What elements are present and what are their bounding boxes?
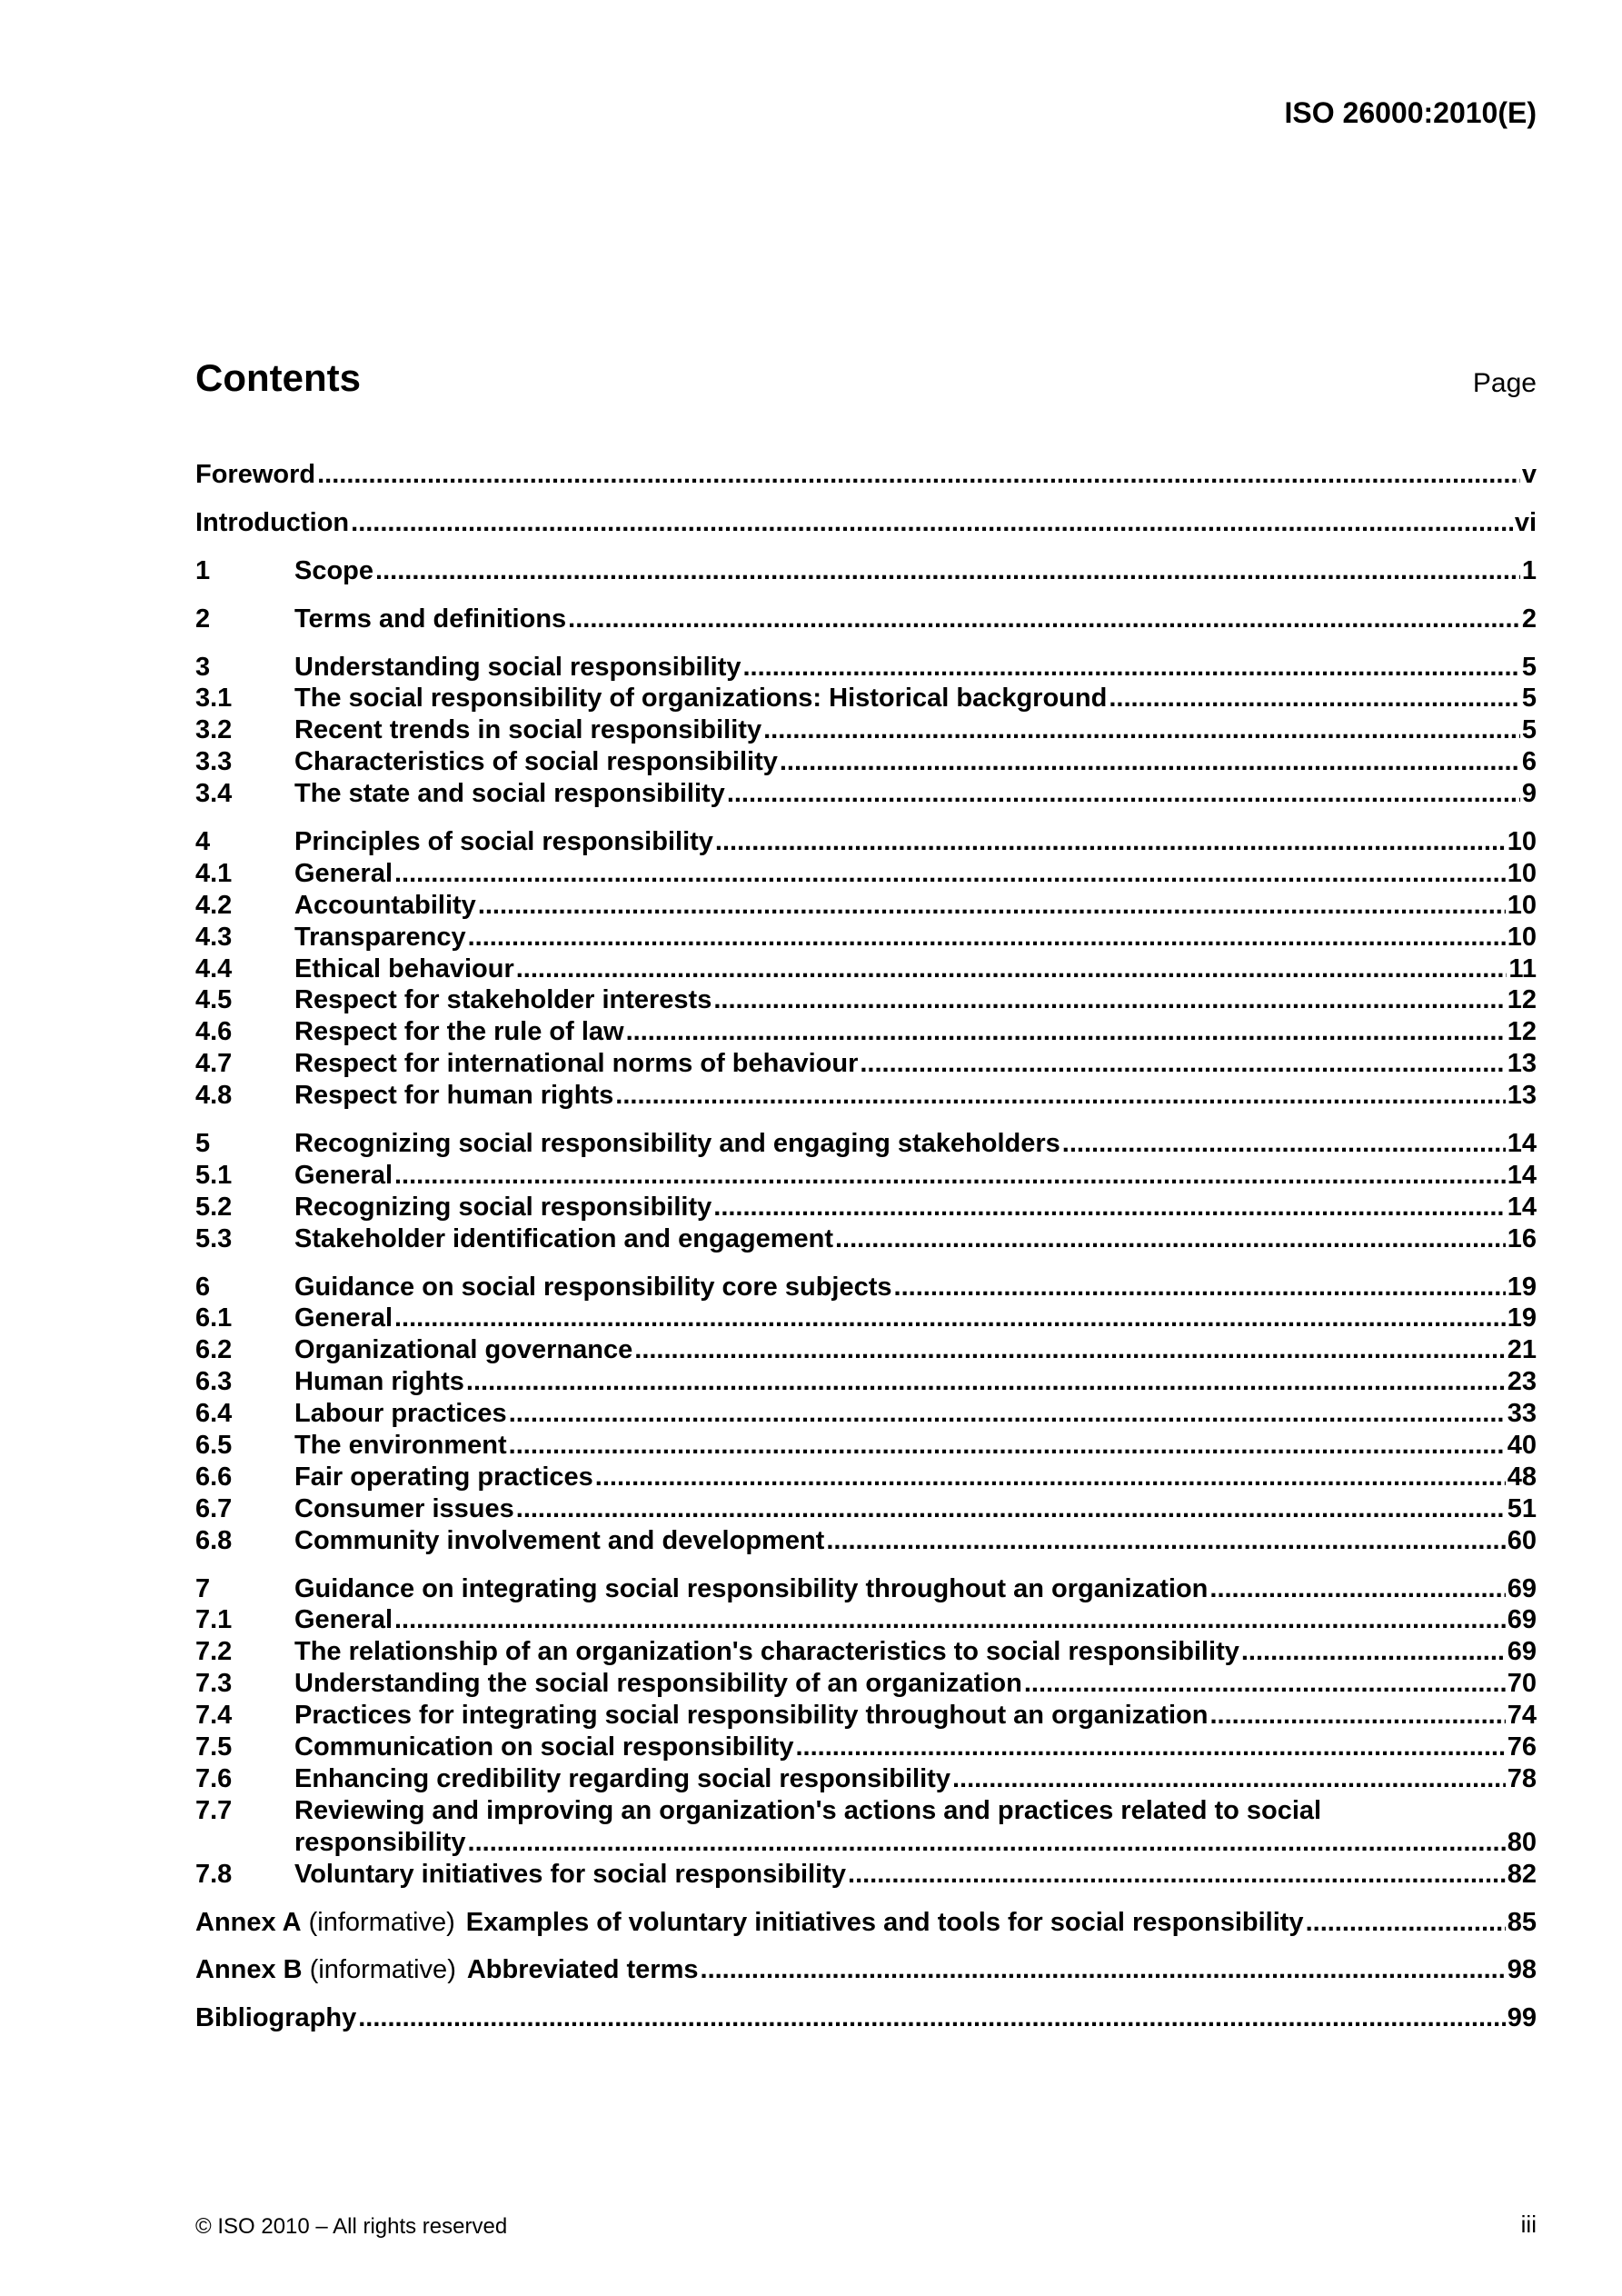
toc-entry-number: 4 — [195, 827, 211, 856]
toc-entry-page: 10 — [1507, 922, 1537, 952]
toc-entry-1[interactable] — [195, 555, 1537, 587]
toc-entry-title: Voluntary initiatives for social responsibility — [294, 1859, 847, 1889]
dot-leader — [701, 1954, 1506, 1986]
annex-kind-text: (informative) — [308, 1907, 455, 1937]
toc-entry-title: Communication on social responsibility — [294, 1732, 794, 1762]
toc-entry-page: 10 — [1507, 827, 1537, 856]
toc-entry-title: Foreword — [195, 459, 316, 489]
contents-heading: Contents — [195, 356, 361, 399]
toc-entry-number: 4.7 — [195, 1049, 233, 1079]
toc-entry-title-line-2: responsibility — [294, 1827, 466, 1857]
toc-entry-number: 7.3 — [195, 1669, 233, 1699]
toc-entry-page: 78 — [1507, 1763, 1537, 1793]
toc-entry-page: 11 — [1508, 953, 1537, 983]
toc-entry-page: 1 — [1521, 555, 1537, 585]
toc-entry-page: 82 — [1507, 1859, 1537, 1889]
toc-entry-number: 3.4 — [195, 779, 233, 809]
dot-leader — [634, 1334, 1505, 1366]
toc-entry-annex-b[interactable] — [195, 1954, 1537, 1986]
dot-leader — [626, 1016, 1506, 1048]
toc-entry-title: Respect for the rule of law — [294, 1017, 624, 1047]
dot-leader — [713, 1192, 1505, 1223]
toc-group-bibliography — [195, 2002, 1537, 2034]
toc-entry-page: 9 — [1521, 779, 1537, 809]
toc-entry-7-5[interactable] — [195, 1732, 1537, 1763]
toc-entry-title: Consumer issues — [294, 1493, 514, 1523]
toc-entry-number: 6.8 — [195, 1525, 233, 1555]
toc-entry-page: 40 — [1507, 1431, 1537, 1461]
toc-entry-6-3[interactable] — [195, 1366, 1537, 1398]
table-of-contents — [195, 459, 1537, 2051]
dot-leader — [615, 1080, 1505, 1112]
annex-label: Annex B — [195, 1955, 303, 1985]
dot-leader — [1209, 1573, 1505, 1605]
toc-group-5 — [195, 1128, 1537, 1255]
toc-entry-title: Respect for stakeholder interests — [294, 985, 712, 1015]
dot-leader — [743, 652, 1520, 684]
dot-leader — [780, 746, 1520, 778]
toc-entry-page: 23 — [1507, 1367, 1537, 1397]
toc-entry-page: 12 — [1507, 985, 1537, 1015]
toc-entry-number: 3 — [195, 652, 211, 682]
toc-entry-page: 5 — [1521, 684, 1537, 714]
dot-leader — [478, 890, 1506, 922]
toc-entry-title: Respect for international norms of behaviour — [294, 1049, 859, 1079]
toc-group-6 — [195, 1272, 1537, 1557]
dot-leader — [713, 984, 1505, 1016]
toc-entry-3[interactable] — [195, 652, 1537, 684]
toc-entry-page: 5 — [1521, 652, 1537, 682]
dot-leader — [715, 826, 1506, 858]
toc-entry-7-6[interactable] — [195, 1763, 1537, 1795]
toc-entry-3-4[interactable] — [195, 778, 1537, 810]
toc-entry-number: 6.3 — [195, 1367, 233, 1397]
toc-entry-3-3[interactable] — [195, 746, 1537, 778]
copyright-notice: © ISO 2010 – All rights reserved — [195, 2214, 508, 2239]
dot-leader — [394, 1604, 1506, 1636]
toc-entry-title: Community involvement and development — [294, 1525, 825, 1555]
toc-entry-number: 1 — [195, 555, 211, 585]
toc-entry-foreword[interactable] — [195, 459, 1537, 491]
toc-entry-number: 4.2 — [195, 890, 233, 920]
toc-entry-number: 3.1 — [195, 684, 233, 714]
toc-entry-title: Recent trends in social responsibility — [294, 715, 762, 745]
dot-leader — [358, 2002, 1506, 2034]
toc-entry-7-1[interactable] — [195, 1605, 1537, 1637]
toc-entry-number: 4.5 — [195, 985, 233, 1015]
toc-entry-number: 6.6 — [195, 1462, 233, 1492]
toc-entry-page: 2 — [1521, 604, 1537, 634]
toc-entry-page: 5 — [1521, 715, 1537, 745]
toc-group-7 — [195, 1573, 1537, 1891]
toc-entry-6-5[interactable] — [195, 1430, 1537, 1462]
dot-leader — [763, 714, 1520, 746]
toc-entry-page: 14 — [1507, 1129, 1537, 1159]
page-column-label: Page — [1472, 368, 1537, 398]
toc-entry-number: 4.8 — [195, 1081, 233, 1111]
toc-entry-title-line-1: Reviewing and improving an organization's actions and practices related to social — [294, 1795, 1322, 1825]
toc-entry-number: 6.5 — [195, 1431, 233, 1461]
toc-entry-page: 51 — [1507, 1493, 1537, 1523]
toc-entry-6-1[interactable] — [195, 1303, 1537, 1334]
toc-entry-page: v — [1521, 459, 1537, 489]
toc-entry-title: Guidance on social responsibility core subjects — [294, 1272, 892, 1302]
toc-entry-6-6[interactable] — [195, 1462, 1537, 1493]
toc-entry-7-2[interactable] — [195, 1636, 1537, 1668]
annex-kind-text: (informative) — [309, 1955, 456, 1985]
toc-entry-number: 5 — [195, 1129, 211, 1159]
toc-entry-number: 5.3 — [195, 1223, 233, 1253]
toc-entry-number: 4.1 — [195, 858, 233, 888]
toc-entry-page: 33 — [1507, 1399, 1537, 1429]
dot-leader — [509, 1430, 1506, 1462]
toc-entry-4-8[interactable] — [195, 1080, 1537, 1112]
toc-entry-number: 6.7 — [195, 1493, 233, 1523]
toc-entry-number: 7.7 — [195, 1795, 233, 1825]
toc-entry-title: Labour practices — [294, 1399, 507, 1429]
toc-entry-title: Recognizing social responsibility — [294, 1192, 712, 1222]
toc-entry-page: 13 — [1507, 1049, 1537, 1079]
toc-entry-page: 80 — [1507, 1827, 1537, 1857]
dot-leader — [351, 507, 1513, 539]
dot-leader — [1109, 683, 1520, 714]
toc-entry-page: 69 — [1507, 1605, 1537, 1635]
dot-leader — [1024, 1668, 1506, 1700]
toc-entry-page: 74 — [1507, 1701, 1537, 1731]
toc-entry-page: 99 — [1507, 2003, 1537, 2033]
toc-entry-4-1[interactable] — [195, 858, 1537, 890]
dot-leader — [468, 1827, 1506, 1859]
toc-entry-7-4[interactable] — [195, 1700, 1537, 1732]
toc-group-introduction — [195, 507, 1537, 539]
toc-entry-page: 19 — [1507, 1303, 1537, 1333]
toc-entry-title: Ethical behaviour — [294, 953, 514, 983]
toc-entry-number: 7.4 — [195, 1701, 233, 1731]
toc-group-2 — [195, 604, 1537, 635]
toc-entry-7[interactable] — [195, 1573, 1537, 1605]
toc-entry-title: Human rights — [294, 1367, 464, 1397]
toc-entry-title: Understanding the social responsibility of an organization — [294, 1669, 1022, 1699]
toc-entry-title: Principles of social responsibility — [294, 827, 713, 856]
toc-entry-title: Abbreviated terms — [466, 1955, 699, 1985]
toc-entry-6-8[interactable] — [195, 1525, 1537, 1557]
toc-entry-title: Guidance on integrating social responsibility throughout an organization — [294, 1573, 1209, 1603]
toc-entry-title: Terms and definitions — [294, 604, 567, 634]
dot-leader — [509, 1398, 1506, 1430]
toc-entry-bibliography[interactable] — [195, 2002, 1537, 2034]
annex-kind — [302, 1907, 455, 1939]
toc-entry-3-2[interactable] — [195, 714, 1537, 746]
toc-entry-page: 10 — [1507, 890, 1537, 920]
toc-group-foreword — [195, 459, 1537, 491]
toc-entry-number: 4.3 — [195, 922, 233, 952]
dot-leader — [727, 778, 1520, 810]
dot-leader — [516, 953, 1508, 985]
dot-leader — [568, 604, 1520, 635]
dot-leader — [894, 1272, 1506, 1303]
dot-leader — [394, 858, 1506, 890]
dot-leader — [1209, 1700, 1505, 1732]
toc-entry-title: The environment — [294, 1431, 507, 1461]
dot-leader — [516, 1493, 1506, 1525]
toc-entry-6-4[interactable] — [195, 1398, 1537, 1430]
annex-kind — [303, 1954, 456, 1986]
toc-entry-number: 4.6 — [195, 1017, 233, 1047]
toc-entry-number: 7.2 — [195, 1637, 233, 1667]
toc-entry-title: Understanding social responsibility — [294, 652, 741, 682]
toc-entry-title: General — [294, 1160, 393, 1190]
toc-entry-title: Practices for integrating social responsibility throughout an organization — [294, 1701, 1209, 1731]
dot-leader — [795, 1732, 1505, 1763]
toc-entry-number: 3.3 — [195, 747, 233, 777]
toc-entry-page: 85 — [1507, 1907, 1537, 1937]
toc-entry-page: 98 — [1507, 1955, 1537, 1985]
toc-entry-5-3[interactable] — [195, 1223, 1537, 1255]
toc-entry-page: 21 — [1507, 1335, 1537, 1365]
dot-leader — [952, 1763, 1506, 1795]
toc-entry-title: The social responsibility of organizations: Historical background — [294, 684, 1108, 714]
toc-entry-number: 7.6 — [195, 1763, 233, 1793]
toc-entry-title: Organizational governance — [294, 1335, 633, 1365]
toc-entry-page: 14 — [1507, 1192, 1537, 1222]
toc-entry-4-5[interactable] — [195, 984, 1537, 1016]
toc-entry-6-7[interactable] — [195, 1493, 1537, 1525]
toc-group-annex-a — [195, 1907, 1537, 1939]
toc-entry-page: 76 — [1507, 1732, 1537, 1762]
toc-entry-number: 5.1 — [195, 1160, 233, 1190]
dot-leader — [1062, 1128, 1506, 1160]
toc-entry-4-7[interactable] — [195, 1048, 1537, 1080]
toc-entry-number: 7.1 — [195, 1605, 233, 1635]
dot-leader — [595, 1462, 1506, 1493]
toc-entry-number: 6 — [195, 1272, 211, 1302]
toc-entry-number: 6.2 — [195, 1335, 233, 1365]
dot-leader — [394, 1303, 1506, 1334]
toc-entry-page: vi — [1514, 507, 1537, 537]
page-number: iii — [1520, 2211, 1537, 2238]
toc-entry-2[interactable] — [195, 604, 1537, 635]
toc-entry-4-3[interactable] — [195, 922, 1537, 953]
dot-leader — [835, 1223, 1506, 1255]
toc-entry-5-1[interactable] — [195, 1160, 1537, 1192]
toc-entry-title: Scope — [294, 555, 374, 585]
toc-entry-title: Enhancing credibility regarding social responsibility — [294, 1763, 950, 1793]
toc-entry-annex-a[interactable] — [195, 1907, 1537, 1939]
toc-entry-page: 13 — [1507, 1081, 1537, 1111]
toc-entry-page: 6 — [1521, 747, 1537, 777]
toc-entry-title: Introduction — [195, 507, 350, 537]
toc-entry-number: 7.5 — [195, 1732, 233, 1762]
toc-group-4 — [195, 826, 1537, 1112]
toc-entry-title: Fair operating practices — [294, 1462, 593, 1492]
toc-entry-title: The state and social responsibility — [294, 779, 725, 809]
toc-entry-introduction[interactable] — [195, 507, 1537, 539]
toc-entry-title: Examples of voluntary initiatives and tools for social responsibility — [465, 1907, 1304, 1937]
toc-entry-title: Transparency — [294, 922, 466, 952]
toc-entry-title: General — [294, 1303, 393, 1333]
toc-entry-title: Respect for human rights — [294, 1081, 614, 1111]
toc-entry-title: Recognizing social responsibility and engaging stakeholders — [294, 1129, 1060, 1159]
toc-entry-3-1[interactable] — [195, 683, 1537, 714]
toc-entry-number: 3.2 — [195, 715, 233, 745]
toc-entry-page: 14 — [1507, 1160, 1537, 1190]
toc-entry-6[interactable] — [195, 1272, 1537, 1303]
toc-entry-number: 7.8 — [195, 1859, 233, 1889]
toc-entry-title: Characteristics of social responsibility — [294, 747, 778, 777]
dot-leader — [468, 922, 1506, 953]
toc-group-annex-b — [195, 1954, 1537, 1986]
toc-entry-4-2[interactable] — [195, 890, 1537, 922]
dot-leader — [317, 459, 1520, 491]
toc-entry-page: 60 — [1507, 1525, 1537, 1555]
dot-leader — [1241, 1636, 1506, 1668]
dot-leader — [848, 1859, 1506, 1891]
toc-entry-number: 7 — [195, 1573, 211, 1603]
toc-entry-page: 16 — [1507, 1223, 1537, 1253]
dot-leader — [394, 1160, 1506, 1192]
toc-entry-number: 6.4 — [195, 1399, 233, 1429]
toc-entry-number: 4.4 — [195, 953, 233, 983]
toc-entry-page: 69 — [1507, 1573, 1537, 1603]
toc-entry-5-2[interactable] — [195, 1192, 1537, 1223]
toc-entry-title: Accountability — [294, 890, 476, 920]
toc-entry-7-3[interactable] — [195, 1668, 1537, 1700]
toc-entry-7-8[interactable] — [195, 1859, 1537, 1891]
toc-group-3 — [195, 652, 1537, 810]
dot-leader — [826, 1525, 1505, 1557]
toc-entry-4-4[interactable] — [195, 953, 1537, 985]
toc-entry-7-7[interactable] — [195, 1795, 1537, 1859]
toc-entry-number: 6.1 — [195, 1303, 233, 1333]
toc-entry-title: Stakeholder identification and engagement — [294, 1223, 833, 1253]
dot-leader — [375, 555, 1520, 587]
toc-entry-title: General — [294, 1605, 393, 1635]
annex-label: Annex A — [195, 1907, 302, 1937]
dot-leader — [860, 1048, 1505, 1080]
dot-leader — [1306, 1907, 1506, 1939]
toc-entry-5[interactable] — [195, 1128, 1537, 1160]
toc-entry-6-2[interactable] — [195, 1334, 1537, 1366]
toc-entry-page: 19 — [1507, 1272, 1537, 1302]
toc-entry-4[interactable] — [195, 826, 1537, 858]
toc-entry-page: 48 — [1507, 1462, 1537, 1492]
dot-leader — [466, 1366, 1506, 1398]
toc-entry-4-6[interactable] — [195, 1016, 1537, 1048]
toc-entry-title: The relationship of an organization's characteristics to social responsibility — [294, 1637, 1239, 1667]
toc-entry-number: 2 — [195, 604, 211, 634]
toc-entry-number: 5.2 — [195, 1192, 233, 1222]
toc-group-1 — [195, 555, 1537, 587]
toc-entry-page: 12 — [1507, 1017, 1537, 1047]
document-reference: ISO 26000:2010(E) — [1284, 96, 1537, 129]
toc-entry-title: Bibliography — [195, 2003, 357, 2033]
toc-entry-title: General — [294, 858, 393, 888]
toc-entry-page: 70 — [1507, 1669, 1537, 1699]
toc-entry-page: 10 — [1507, 858, 1537, 888]
toc-entry-page: 69 — [1507, 1637, 1537, 1667]
